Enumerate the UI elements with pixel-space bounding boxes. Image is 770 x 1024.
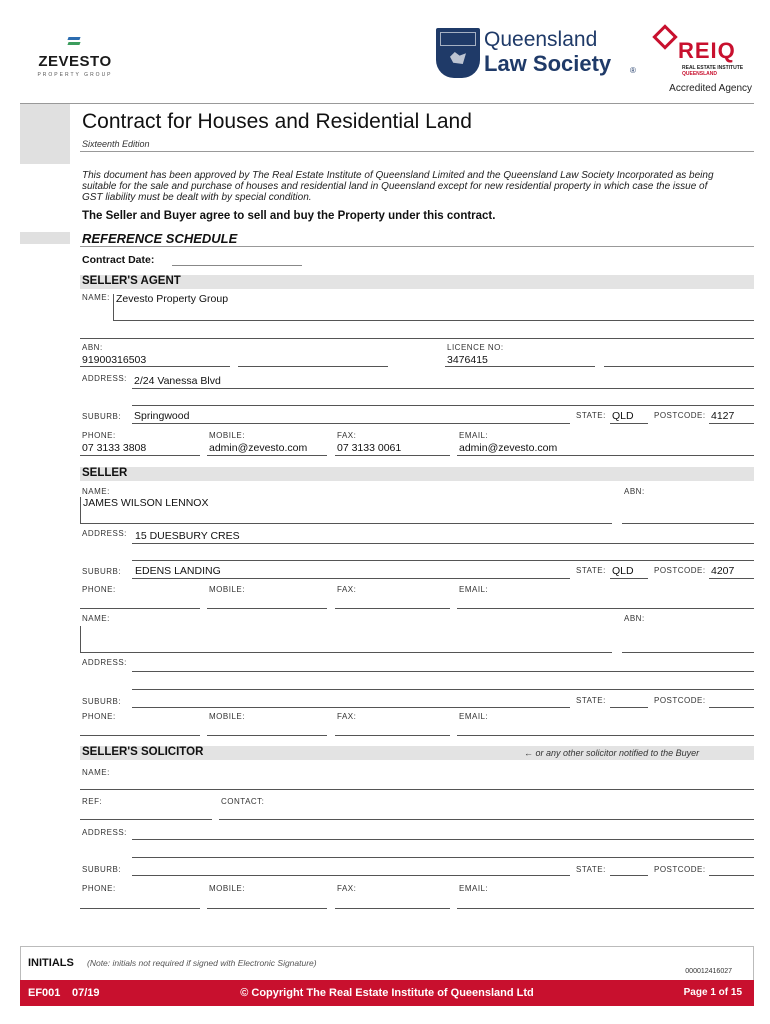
seller-email-line[interactable] xyxy=(457,608,754,609)
agent-address-value[interactable]: 2/24 Vanessa Blvd xyxy=(134,375,221,387)
agent-licence-label: LICENCE NO: xyxy=(447,343,504,352)
agent-licence-line1 xyxy=(445,366,595,367)
contract-date-label: Contract Date: xyxy=(82,254,155,266)
seller-email-label: EMAIL: xyxy=(459,585,489,594)
agent-mobile-value[interactable]: admin@zevesto.com xyxy=(209,442,308,454)
seller2-email-label: EMAIL: xyxy=(459,712,489,721)
seller2-suburb-label: SUBURB: xyxy=(82,697,122,706)
seller2-address-line[interactable] xyxy=(132,671,754,672)
edition: Sixteenth Edition xyxy=(82,139,150,149)
solicitor-phone-label: PHONE: xyxy=(82,884,116,893)
seller-suburb-line xyxy=(132,578,570,579)
arrow-left-icon: ← xyxy=(524,748,533,758)
solicitor-ref-label: REF: xyxy=(82,797,103,806)
seller2-address-line2[interactable] xyxy=(132,689,754,690)
solicitor-email-label: EMAIL: xyxy=(459,884,489,893)
page-number: Page 1 of 15 xyxy=(683,987,742,998)
solicitor-state-label: STATE: xyxy=(576,865,606,874)
seller-address-label: ADDRESS: xyxy=(82,529,127,538)
seller-postcode-label: POSTCODE: xyxy=(654,566,706,575)
footer-bar xyxy=(20,980,754,1006)
seller-fax-label: FAX: xyxy=(337,585,357,594)
agent-suburb-line xyxy=(132,423,570,424)
agent-abn-value[interactable]: 91900316503 xyxy=(82,354,147,366)
reiq-wordmark: REIQ xyxy=(678,38,736,63)
agent-mobile-label: MOBILE: xyxy=(209,431,245,440)
seller-state-line xyxy=(610,578,648,579)
agent-suburb-label: SUBURB: xyxy=(82,412,122,421)
agent-suburb-value[interactable]: Springwood xyxy=(134,410,190,422)
seller2-email-line[interactable] xyxy=(457,735,754,736)
seller2-fax-label: FAX: xyxy=(337,712,357,721)
agent-phone-label: PHONE: xyxy=(82,431,116,440)
seller-name-bracket xyxy=(80,497,81,523)
agent-email-value[interactable]: admin@zevesto.com xyxy=(459,442,558,454)
sellers-agent-bar xyxy=(80,275,754,289)
solicitor-address-label: ADDRESS: xyxy=(82,828,127,837)
reiq-diamond-icon xyxy=(652,24,677,49)
qls-logo xyxy=(436,28,642,80)
seller-phone-line[interactable] xyxy=(80,608,200,609)
seller2-state-label: STATE: xyxy=(576,696,606,705)
zevesto-logo xyxy=(30,36,120,82)
seller-suburb-label: SUBURB: xyxy=(82,567,122,576)
agent-postcode-line xyxy=(709,423,754,424)
reiq-sub1: REAL ESTATE INSTITUTE xyxy=(682,65,744,71)
seller2-name-label: NAME: xyxy=(82,614,110,623)
zevesto-wordmark: ZEVESTO xyxy=(38,53,112,70)
seller-mobile-label: MOBILE: xyxy=(209,585,245,594)
solicitor-suburb-line[interactable] xyxy=(132,875,570,876)
agent-postcode-label: POSTCODE: xyxy=(654,411,706,420)
initials-note: (Note: initials not required if signed with Electronic Signature) xyxy=(87,958,317,968)
seller2-abn-label: ABN: xyxy=(624,614,645,623)
title-top-rule xyxy=(20,103,754,104)
seller-bar xyxy=(80,467,754,481)
seller2-fax-line[interactable] xyxy=(335,735,450,736)
agent-name-line2 xyxy=(80,338,754,339)
seller2-name-bracket xyxy=(80,626,81,652)
seller-heading: SELLER xyxy=(82,467,128,479)
agent-abn-line2 xyxy=(238,366,388,367)
solicitor-mobile-label: MOBILE: xyxy=(209,884,245,893)
agent-licence-value[interactable]: 3476415 xyxy=(447,354,488,366)
zevesto-mark-icon xyxy=(68,36,80,48)
qls-line2: Law Society xyxy=(484,51,612,76)
sellers-solicitor-heading: SELLER'S SOLICITOR xyxy=(82,746,204,758)
seller2-address-label: ADDRESS: xyxy=(82,658,127,667)
solicitor-name-line[interactable] xyxy=(80,789,754,790)
seller-state-value[interactable]: QLD xyxy=(612,565,634,577)
seller-mobile-line[interactable] xyxy=(207,608,327,609)
seller-postcode-value[interactable]: 4207 xyxy=(711,565,735,577)
zevesto-subtext: PROPERTY GROUP xyxy=(37,72,113,78)
agent-fax-line xyxy=(335,455,450,456)
agent-name-label: NAME: xyxy=(82,293,110,302)
seller2-mobile-line[interactable] xyxy=(207,735,327,736)
form-code: EF001 xyxy=(28,987,61,999)
agent-email-line xyxy=(457,455,754,456)
seller-postcode-line xyxy=(709,578,754,579)
contract-date-line[interactable] xyxy=(172,265,302,266)
solicitor-note xyxy=(524,748,699,758)
seller-abn-line xyxy=(622,523,754,524)
intro-paragraph: This document has been approved by The Real Estate Institute of Queensland Limited and the Queensland Law Society Incorporated as being suitable for the sale and purchase of houses and residential land in Queensland except for new residential property in which case the issue of GST liability must be dealt with by special condition. xyxy=(82,170,714,203)
agent-name-bracket xyxy=(113,294,114,320)
seller2-postcode-label: POSTCODE: xyxy=(654,696,706,705)
agent-licence-line2 xyxy=(604,366,754,367)
agree-statement: The Seller and Buyer agree to sell and buy the Property under this contract. xyxy=(82,210,496,222)
solicitor-note-text: or any other solicitor notified to the Buyer xyxy=(535,748,700,758)
agent-address-line2 xyxy=(132,405,754,406)
solicitor-fax-label: FAX: xyxy=(337,884,357,893)
solicitor-ref-line[interactable] xyxy=(80,819,212,820)
agent-phone-line xyxy=(80,455,200,456)
seller-fax-line[interactable] xyxy=(335,608,450,609)
agent-abn-line1 xyxy=(80,366,230,367)
form-date: 07/19 xyxy=(72,987,100,999)
seller2-name-line[interactable] xyxy=(80,652,612,653)
ref-schedule-rule xyxy=(80,246,754,247)
seller-address-line2 xyxy=(132,560,754,561)
agent-address-label: ADDRESS: xyxy=(82,374,127,383)
seller-phone-label: PHONE: xyxy=(82,585,116,594)
seller-suburb-value[interactable]: EDENS LANDING xyxy=(135,565,221,577)
seller2-mobile-label: MOBILE: xyxy=(209,712,245,721)
sellers-agent-heading: SELLER'S AGENT xyxy=(82,275,181,287)
registered-mark-icon: ® xyxy=(630,66,636,75)
seller-name-label: NAME: xyxy=(82,487,110,496)
qls-line1: Queensland xyxy=(484,28,598,51)
agent-phone-value[interactable]: 07 3133 3808 xyxy=(82,442,147,454)
seller2-phone-line[interactable] xyxy=(80,735,200,736)
solicitor-mobile-line[interactable] xyxy=(207,908,327,909)
solicitor-fax-line[interactable] xyxy=(335,908,450,909)
solicitor-address-line2[interactable] xyxy=(132,857,754,858)
solicitor-contact-line[interactable] xyxy=(219,819,754,820)
agent-name-value[interactable]: Zevesto Property Group xyxy=(116,293,229,305)
accredited-agency: Accredited Agency xyxy=(669,83,752,94)
reference-schedule-heading: REFERENCE SCHEDULE xyxy=(82,231,238,246)
agent-mobile-line xyxy=(207,455,327,456)
agent-state-line xyxy=(610,423,648,424)
seller2-postcode-line[interactable] xyxy=(709,707,754,708)
seller-address-line xyxy=(132,543,754,544)
reiq-logo xyxy=(652,24,752,84)
solicitor-state-line[interactable] xyxy=(610,875,648,876)
seller-state-label: STATE: xyxy=(576,566,606,575)
seller2-phone-label: PHONE: xyxy=(82,712,116,721)
reiq-sub2: QUEENSLAND xyxy=(682,71,718,77)
agent-state-value[interactable]: QLD xyxy=(612,410,634,422)
solicitor-phone-line[interactable] xyxy=(80,908,200,909)
solicitor-address-line[interactable] xyxy=(132,839,754,840)
solicitor-email-line[interactable] xyxy=(457,908,754,909)
agent-postcode-value[interactable]: 4127 xyxy=(711,410,735,422)
agent-fax-value[interactable]: 07 3133 0061 xyxy=(337,442,402,454)
solicitor-name-label: NAME: xyxy=(82,768,110,777)
solicitor-contact-label: CONTACT: xyxy=(221,797,265,806)
agent-email-label: EMAIL: xyxy=(459,431,489,440)
doc-number: 000012416027 xyxy=(685,968,732,975)
solicitor-postcode-line[interactable] xyxy=(709,875,754,876)
seller-address-value[interactable]: 15 DUESBURY CRES xyxy=(135,530,240,542)
title-bottom-rule xyxy=(80,151,754,152)
page-title: Contract for Houses and Residential Land xyxy=(82,110,472,133)
solicitor-postcode-label: POSTCODE: xyxy=(654,865,706,874)
seller2-state-line[interactable] xyxy=(610,707,648,708)
agent-state-label: STATE: xyxy=(576,411,606,420)
agent-fax-label: FAX: xyxy=(337,431,357,440)
qls-crest-icon xyxy=(436,28,480,78)
seller2-abn-line[interactable] xyxy=(622,652,754,653)
copyright: © Copyright The Real Estate Institute of Queensland Ltd xyxy=(240,987,534,999)
title-grey-box xyxy=(20,104,70,164)
agent-name-line xyxy=(113,320,754,321)
agent-address-line xyxy=(132,388,754,389)
seller-name-value[interactable]: JAMES WILSON LENNOX xyxy=(83,497,209,509)
ref-schedule-grey-box xyxy=(20,232,70,244)
agent-abn-label: ABN: xyxy=(82,343,103,352)
solicitor-suburb-label: SUBURB: xyxy=(82,865,122,874)
initials-label: INITIALS xyxy=(28,957,74,969)
seller2-suburb-line[interactable] xyxy=(132,707,570,708)
seller-abn-label: ABN: xyxy=(624,487,645,496)
seller-name-line xyxy=(80,523,612,524)
